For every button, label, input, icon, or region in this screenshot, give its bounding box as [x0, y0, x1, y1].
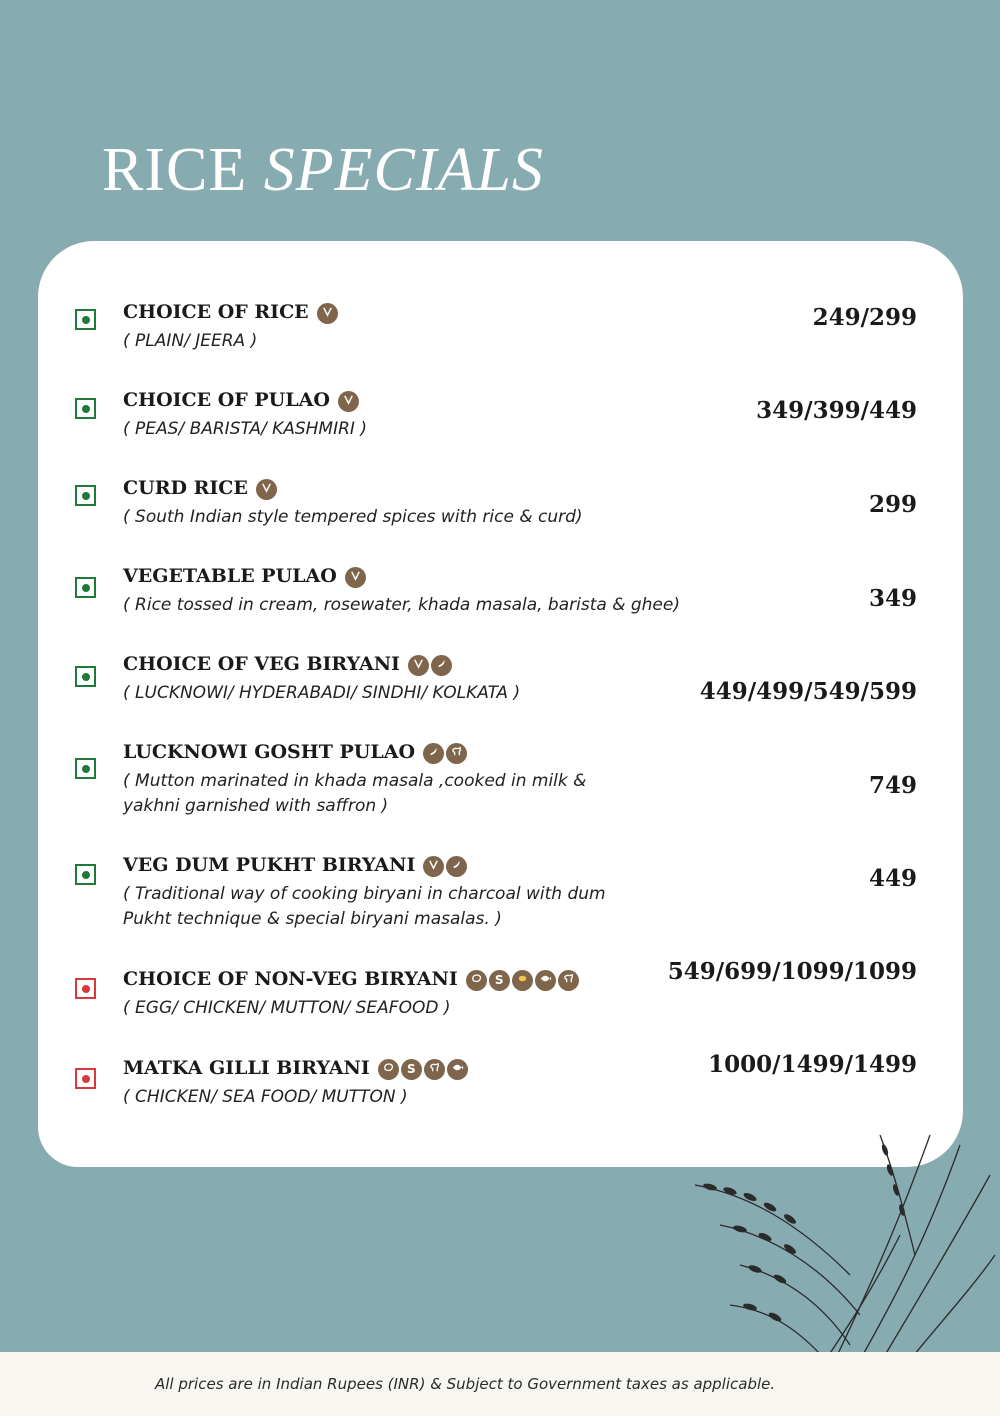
item-name: MATKA GILLI BIRYANI [123, 1057, 370, 1079]
vegan-icon [317, 303, 338, 324]
item-price: 549/699/1099/1099 [667, 958, 917, 985]
item-icons [421, 855, 467, 878]
item-name: CHOICE OF VEG BIRYANI [123, 653, 400, 675]
fish-icon [447, 1059, 468, 1080]
vegan-icon [345, 567, 366, 588]
vegan-icon [256, 479, 277, 500]
mutton-icon [446, 743, 467, 764]
item-description: ( CHICKEN/ SEA FOOD/ MUTTON ) [123, 1087, 408, 1107]
title-main: RICE [102, 136, 248, 204]
item-description: ( Mutton marinated in khada masala ,cooked in milk & yakhni garnished with saffron ) [123, 771, 587, 816]
item-description: ( EGG/ CHICKEN/ MUTTON/ SEAFOOD ) [123, 998, 451, 1018]
fish-icon [535, 970, 556, 991]
item-description: ( PLAIN/ JEERA ) [123, 331, 258, 351]
item-description: ( PEAS/ BARISTA/ KASHMIRI ) [123, 419, 367, 439]
veg-indicator-icon [75, 309, 96, 330]
item-name: CHOICE OF PULAO [123, 389, 330, 411]
item-icons [254, 478, 277, 501]
page-title [102, 135, 544, 206]
item-icons [421, 742, 467, 765]
chicken-icon [466, 970, 487, 991]
item-icons [406, 654, 452, 677]
item-price: 1000/1499/1499 [708, 1051, 917, 1078]
nonveg-indicator-icon [75, 978, 96, 999]
veg-indicator-icon [75, 758, 96, 779]
spicy-icon [431, 655, 452, 676]
seafood-icon: S [489, 970, 510, 991]
veg-indicator-icon [75, 577, 96, 598]
item-price: 349 [868, 585, 917, 612]
egg-icon [512, 970, 533, 991]
veg-indicator-icon [75, 864, 96, 885]
item-description: ( South Indian style tempered spices with rice & curd) [123, 507, 583, 527]
item-name: VEG DUM PUKHT BIRYANI [123, 854, 416, 876]
vegan-icon [408, 655, 429, 676]
item-name: CHOICE OF NON-VEG BIRYANI [123, 968, 458, 990]
vegan-icon [338, 391, 359, 412]
title-italic: SPECIALS [263, 136, 544, 204]
item-description: ( LUCKNOWI/ HYDERABADI/ SINDHI/ KOLKATA ) [123, 683, 521, 703]
seafood-icon: S [401, 1059, 422, 1080]
item-price: 299 [868, 491, 917, 518]
item-description: ( Traditional way of cooking biryani in charcoal with dum Pukht technique & special biryani masalas. ) [123, 884, 606, 929]
item-name: CHOICE OF RICE [123, 301, 309, 323]
veg-indicator-icon [75, 398, 96, 419]
item-price: 449/499/549/599 [699, 678, 917, 705]
nonveg-indicator-icon [75, 1068, 96, 1089]
item-price: 349/399/449 [756, 397, 917, 424]
footer-note: All prices are in Indian Rupees (INR) & Subject to Government taxes as applicable. [155, 1375, 776, 1393]
item-price: 749 [868, 772, 917, 799]
mutton-icon [424, 1059, 445, 1080]
spicy-icon [423, 743, 444, 764]
chicken-icon [378, 1059, 399, 1080]
veg-indicator-icon [75, 666, 96, 687]
item-icons [315, 302, 338, 325]
item-icons [336, 390, 359, 413]
item-description: ( Rice tossed in cream, rosewater, khada masala, barista & ghee) [123, 595, 680, 615]
veg-indicator-icon [75, 485, 96, 506]
item-name: LUCKNOWI GOSHT PULAO [123, 741, 415, 763]
item-icons [343, 566, 366, 589]
item-name: CURD RICE [123, 477, 248, 499]
item-price: 449 [868, 865, 917, 892]
item-icons [376, 1058, 468, 1081]
mutton-icon [558, 970, 579, 991]
vegan-icon [423, 856, 444, 877]
spicy-icon [446, 856, 467, 877]
item-icons [464, 969, 579, 992]
item-price: 249/299 [812, 304, 917, 331]
item-name: VEGETABLE PULAO [123, 565, 337, 587]
menu-card [38, 241, 963, 1167]
